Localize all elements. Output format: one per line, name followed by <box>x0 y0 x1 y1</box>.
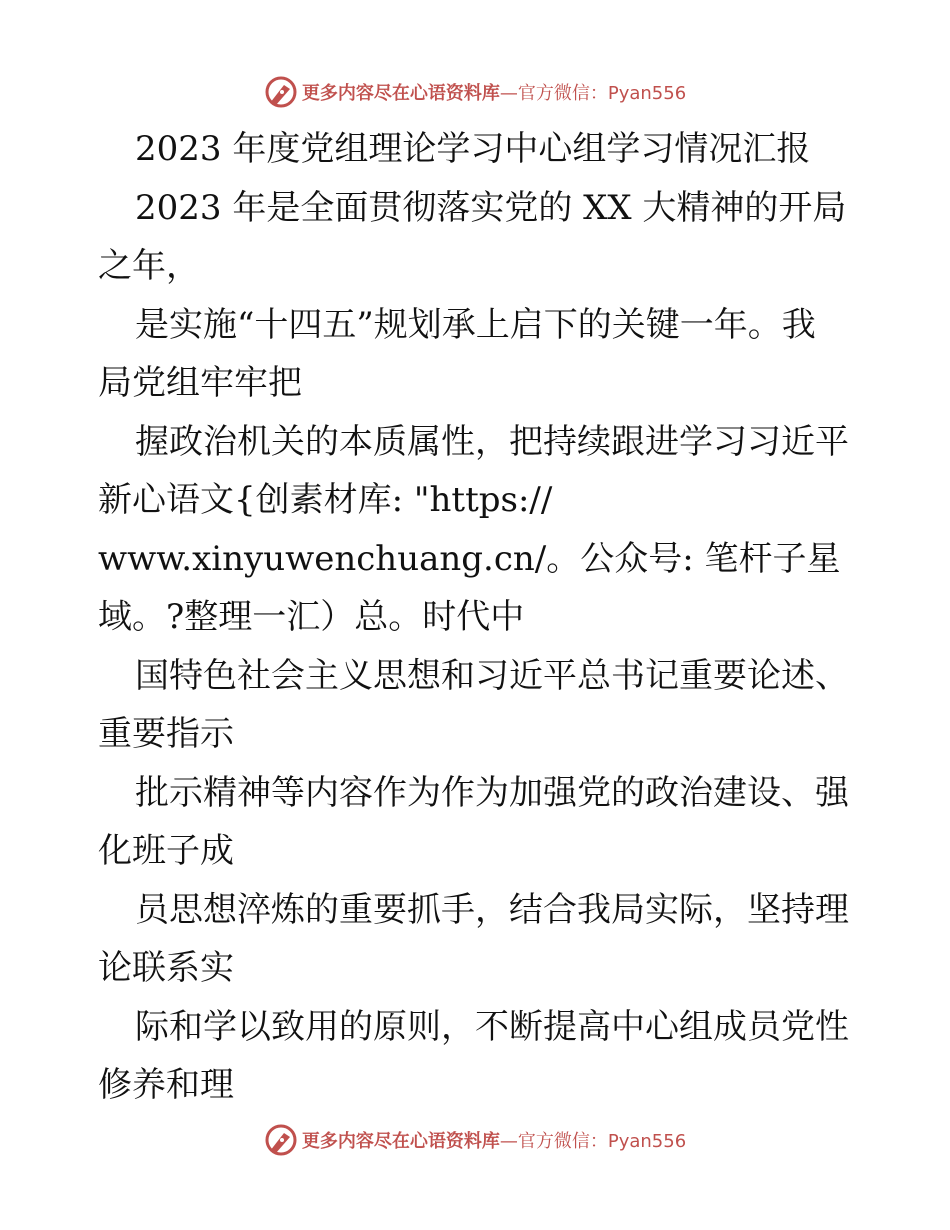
document-title: 2023 年度党组理论学习中心组学习情况汇报 <box>135 129 811 169</box>
paragraph-line: www.xinyuwenchuang.cn/。公众号: 笔杆子星 <box>98 538 841 579</box>
paragraph-line: 批示精神等内容作为作为加强党的政治建设、强 <box>135 772 849 813</box>
paragraph-line: 之年， <box>98 246 200 286</box>
paragraph-line: 新心语文{创素材库: "https:// <box>98 480 553 520</box>
paragraph-line: 际和学以致用的原则，不断提高中心组成员党性 <box>135 1006 849 1047</box>
header-banner <box>0 72 950 112</box>
paragraph-line: 员思想淬炼的重要抓手，结合我局实际，坚持理 <box>135 889 849 930</box>
paragraph-line: 局党组牢牢把 <box>98 363 302 403</box>
footer-banner-contact: —官方微信：Pyan556 <box>499 1131 687 1152</box>
paragraph-line: 国特色社会主义思想和习近平总书记重要论述、 <box>135 655 849 696</box>
paragraph-line: 化班子成 <box>98 831 234 871</box>
paragraph-line: 是实施“十四五”规划承上启下的关键一年。我 <box>135 304 816 345</box>
footer-banner <box>0 1120 950 1160</box>
paragraph-line: 修养和理 <box>98 1065 234 1105</box>
pen-nib-logo-icon <box>264 1123 298 1157</box>
paragraph-line: 域。?整理一汇）总。时代中 <box>98 597 525 637</box>
document-body <box>98 120 858 1115</box>
paragraph-line: 2023 年是全面贯彻落实党的 XX 大精神的开局 <box>135 187 847 228</box>
header-banner-contact: —官方微信：Pyan556 <box>499 83 687 104</box>
header-banner-text: 更多内容尽在心语资料库 <box>301 83 500 104</box>
paragraph-line: 论联系实 <box>98 948 234 988</box>
pen-nib-logo-icon <box>264 75 298 109</box>
paragraph-line: 握政治机关的本质属性，把持续跟进学习习近平 <box>135 421 849 462</box>
footer-banner-text: 更多内容尽在心语资料库 <box>301 1131 500 1152</box>
paragraph-line: 重要指示 <box>98 714 234 754</box>
